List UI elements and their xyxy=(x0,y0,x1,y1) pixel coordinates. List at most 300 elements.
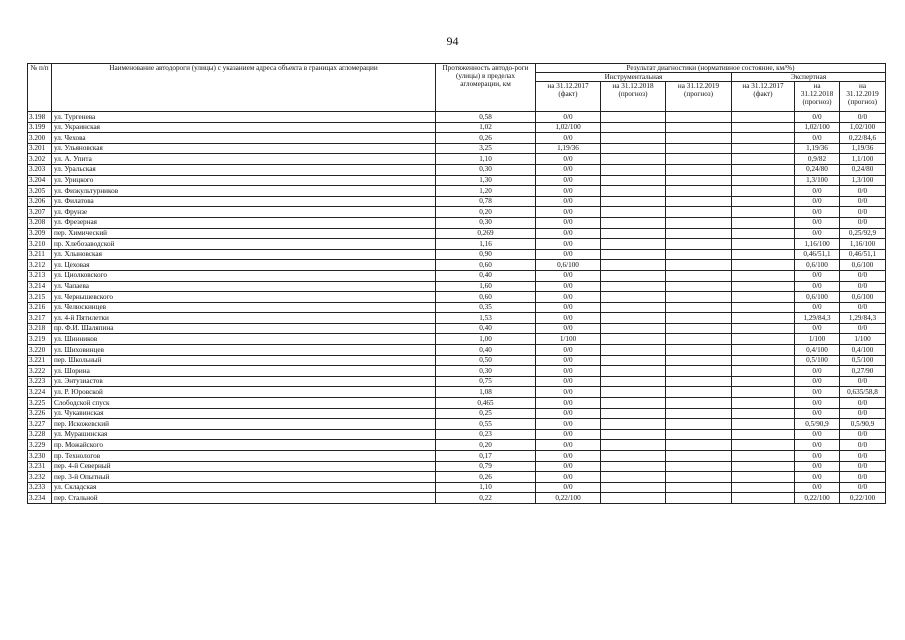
expert-2018: 0/0 xyxy=(795,440,840,451)
expert-2018: 0/0 xyxy=(795,472,840,483)
expert-2019: 0,635/58,8 xyxy=(840,387,886,398)
instrumental-2018 xyxy=(601,112,666,123)
instrumental-2017: 0/0 xyxy=(536,313,601,324)
row-number: 3.206 xyxy=(28,196,52,207)
expert-2017 xyxy=(732,334,795,345)
expert-2017 xyxy=(732,482,795,493)
instrumental-2019 xyxy=(666,408,732,419)
expert-2017 xyxy=(732,398,795,409)
table-row xyxy=(28,122,886,133)
instrumental-2019 xyxy=(666,398,732,409)
header-num: № п/п xyxy=(28,64,52,112)
instrumental-2019 xyxy=(666,143,732,154)
expert-2019: 0/0 xyxy=(840,408,886,419)
table-row xyxy=(28,355,886,366)
row-number: 3.202 xyxy=(28,154,52,165)
instrumental-2017: 1,19/36 xyxy=(536,143,601,154)
expert-2017 xyxy=(732,461,795,472)
instrumental-2017: 0/0 xyxy=(536,345,601,356)
table-row xyxy=(28,175,886,186)
row-number: 3.214 xyxy=(28,281,52,292)
road-length: 0,75 xyxy=(436,376,536,387)
instrumental-2017: 0/0 xyxy=(536,196,601,207)
expert-2017 xyxy=(732,451,795,462)
instrumental-2018 xyxy=(601,292,666,303)
row-number: 3.234 xyxy=(28,493,52,504)
road-name: ул. Физкультурников xyxy=(52,186,436,197)
expert-2018: 1/100 xyxy=(795,334,840,345)
road-name: ул. Украинская xyxy=(52,122,436,133)
expert-2018: 0/0 xyxy=(795,281,840,292)
instrumental-2019 xyxy=(666,239,732,250)
instrumental-2017: 0/0 xyxy=(536,164,601,175)
expert-2017 xyxy=(732,249,795,260)
expert-2018: 0/0 xyxy=(795,366,840,377)
instrumental-2017: 0/0 xyxy=(536,398,601,409)
road-name: Слободской спуск xyxy=(52,398,436,409)
road-length: 1,30 xyxy=(436,175,536,186)
row-number: 3.198 xyxy=(28,112,52,123)
instrumental-2017: 0/0 xyxy=(536,451,601,462)
road-length: 0,26 xyxy=(436,472,536,483)
instrumental-2017: 0/0 xyxy=(536,355,601,366)
instrumental-2017: 0/0 xyxy=(536,429,601,440)
row-number: 3.200 xyxy=(28,133,52,144)
table-row xyxy=(28,398,886,409)
expert-2019: 0/0 xyxy=(840,451,886,462)
instrumental-2017: 0/0 xyxy=(536,175,601,186)
header-result: Результат диагностики (нормативное состояние, км/%) xyxy=(536,64,886,73)
expert-2018: 0/0 xyxy=(795,323,840,334)
expert-2019: 0,6/100 xyxy=(840,260,886,271)
instrumental-2017: 0/0 xyxy=(536,482,601,493)
expert-2017 xyxy=(732,217,795,228)
instrumental-2019 xyxy=(666,122,732,133)
road-length: 1,02 xyxy=(436,122,536,133)
road-length: 0,20 xyxy=(436,440,536,451)
instrumental-2018 xyxy=(601,493,666,504)
expert-2018: 0/0 xyxy=(795,461,840,472)
row-number: 3.212 xyxy=(28,260,52,271)
expert-2019: 0,4/100 xyxy=(840,345,886,356)
instrumental-2018 xyxy=(601,461,666,472)
table-header xyxy=(28,64,886,112)
road-length: 0,90 xyxy=(436,249,536,260)
expert-2018: 1,3/100 xyxy=(795,175,840,186)
row-number: 3.204 xyxy=(28,175,52,186)
table-row xyxy=(28,133,886,144)
row-number: 3.203 xyxy=(28,164,52,175)
road-name: пер. Стальной xyxy=(52,493,436,504)
road-name: пр. Ф.И. Шаляпина xyxy=(52,323,436,334)
road-length: 0,17 xyxy=(436,451,536,462)
road-name: пр. Технологов xyxy=(52,451,436,462)
instrumental-2018 xyxy=(601,313,666,324)
row-number: 3.229 xyxy=(28,440,52,451)
expert-2018: 0/0 xyxy=(795,408,840,419)
instrumental-2017: 0/0 xyxy=(536,228,601,239)
expert-2018: 0,5/100 xyxy=(795,355,840,366)
instrumental-2017: 0/0 xyxy=(536,270,601,281)
instrumental-2018 xyxy=(601,408,666,419)
instrumental-2018 xyxy=(601,334,666,345)
instrumental-2019 xyxy=(666,154,732,165)
row-number: 3.219 xyxy=(28,334,52,345)
header-expert: Экспертная xyxy=(732,73,886,82)
table-row xyxy=(28,461,886,472)
expert-2017 xyxy=(732,175,795,186)
expert-2017 xyxy=(732,493,795,504)
instrumental-2017: 0/0 xyxy=(536,472,601,483)
road-name: ул. Складская xyxy=(52,482,436,493)
instrumental-2017: 0/0 xyxy=(536,186,601,197)
expert-2019: 1/100 xyxy=(840,334,886,345)
expert-2018: 1,29/84,3 xyxy=(795,313,840,324)
row-number: 3.215 xyxy=(28,292,52,303)
expert-2018: 0,6/100 xyxy=(795,260,840,271)
table-row xyxy=(28,270,886,281)
row-number: 3.220 xyxy=(28,345,52,356)
expert-2019: 1,3/100 xyxy=(840,175,886,186)
expert-2018: 0/0 xyxy=(795,196,840,207)
header-instr-2017: на 31.12.2017 (факт) xyxy=(536,82,601,112)
expert-2019: 0,27/90 xyxy=(840,366,886,377)
expert-2019: 0/0 xyxy=(840,281,886,292)
expert-2019: 0/0 xyxy=(840,302,886,313)
instrumental-2017: 0/0 xyxy=(536,366,601,377)
road-name: ул. Фрезерная xyxy=(52,217,436,228)
instrumental-2018 xyxy=(601,207,666,218)
road-length: 0,35 xyxy=(436,302,536,313)
expert-2019: 0,22/84,6 xyxy=(840,133,886,144)
instrumental-2017: 0/0 xyxy=(536,461,601,472)
expert-2018: 0/0 xyxy=(795,398,840,409)
row-number: 3.221 xyxy=(28,355,52,366)
table-row xyxy=(28,429,886,440)
instrumental-2017: 0/0 xyxy=(536,387,601,398)
expert-2017 xyxy=(732,207,795,218)
expert-2019: 0/0 xyxy=(840,186,886,197)
instrumental-2019 xyxy=(666,429,732,440)
instrumental-2018 xyxy=(601,345,666,356)
row-number: 3.226 xyxy=(28,408,52,419)
road-name: ул. Цеховая xyxy=(52,260,436,271)
table-row xyxy=(28,186,886,197)
instrumental-2019 xyxy=(666,419,732,430)
instrumental-2018 xyxy=(601,366,666,377)
instrumental-2018 xyxy=(601,154,666,165)
road-name: ул. Циолковского xyxy=(52,270,436,281)
expert-2019: 0,25/92,9 xyxy=(840,228,886,239)
row-number: 3.199 xyxy=(28,122,52,133)
instrumental-2018 xyxy=(601,260,666,271)
road-length: 0,23 xyxy=(436,429,536,440)
expert-2019: 0/0 xyxy=(840,207,886,218)
road-length: 1,08 xyxy=(436,387,536,398)
road-name: ул. Хлыновская xyxy=(52,249,436,260)
expert-2018: 0,24/80 xyxy=(795,164,840,175)
instrumental-2017: 0/0 xyxy=(536,376,601,387)
expert-2018: 0/0 xyxy=(795,186,840,197)
expert-2018: 0,22/100 xyxy=(795,493,840,504)
row-number: 3.207 xyxy=(28,207,52,218)
expert-2017 xyxy=(732,228,795,239)
table-row xyxy=(28,281,886,292)
expert-2018: 0/0 xyxy=(795,207,840,218)
road-length: 0,55 xyxy=(436,419,536,430)
expert-2018: 0,5/90,9 xyxy=(795,419,840,430)
expert-2018: 0/0 xyxy=(795,429,840,440)
expert-2019: 1,1/100 xyxy=(840,154,886,165)
instrumental-2018 xyxy=(601,249,666,260)
expert-2018: 0/0 xyxy=(795,133,840,144)
expert-2019: 0/0 xyxy=(840,376,886,387)
road-length: 1,00 xyxy=(436,334,536,345)
expert-2018: 0/0 xyxy=(795,217,840,228)
instrumental-2019 xyxy=(666,472,732,483)
row-number: 3.205 xyxy=(28,186,52,197)
road-length: 1,16 xyxy=(436,239,536,250)
expert-2019: 0/0 xyxy=(840,323,886,334)
row-number: 3.228 xyxy=(28,429,52,440)
instrumental-2018 xyxy=(601,143,666,154)
road-length: 0,269 xyxy=(436,228,536,239)
expert-2019: 0,46/51,1 xyxy=(840,249,886,260)
table-row xyxy=(28,345,886,356)
instrumental-2018 xyxy=(601,270,666,281)
expert-2018: 0/0 xyxy=(795,112,840,123)
expert-2017 xyxy=(732,164,795,175)
expert-2018: 0/0 xyxy=(795,387,840,398)
table-row xyxy=(28,260,886,271)
instrumental-2019 xyxy=(666,451,732,462)
instrumental-2019 xyxy=(666,440,732,451)
instrumental-2017: 0/0 xyxy=(536,323,601,334)
road-name: ул. Ульяновская xyxy=(52,143,436,154)
instrumental-2017: 0/0 xyxy=(536,281,601,292)
expert-2018: 0/0 xyxy=(795,376,840,387)
table-row xyxy=(28,207,886,218)
expert-2017 xyxy=(732,408,795,419)
road-length: 1,10 xyxy=(436,154,536,165)
instrumental-2018 xyxy=(601,482,666,493)
row-number: 3.223 xyxy=(28,376,52,387)
road-length: 0,25 xyxy=(436,408,536,419)
road-name: ул. Шинников xyxy=(52,334,436,345)
table-row xyxy=(28,387,886,398)
road-length: 0,30 xyxy=(436,366,536,377)
instrumental-2019 xyxy=(666,186,732,197)
row-number: 3.211 xyxy=(28,249,52,260)
road-length: 0,22 xyxy=(436,493,536,504)
page-number: 94 xyxy=(446,34,459,48)
expert-2018: 0/0 xyxy=(795,270,840,281)
expert-2019: 1,02/100 xyxy=(840,122,886,133)
instrumental-2019 xyxy=(666,196,732,207)
road-length: 1,60 xyxy=(436,281,536,292)
road-length: 0,30 xyxy=(436,217,536,228)
table-row xyxy=(28,143,886,154)
instrumental-2019 xyxy=(666,112,732,123)
road-name: пер. 3-й Опытный xyxy=(52,472,436,483)
instrumental-2019 xyxy=(666,207,732,218)
road-name: ул. Челюскинцев xyxy=(52,302,436,313)
instrumental-2018 xyxy=(601,196,666,207)
expert-2019: 0/0 xyxy=(840,196,886,207)
header-expert-2019: на 31.12.2019 (прогноз) xyxy=(840,82,886,112)
expert-2019: 0,24/80 xyxy=(840,164,886,175)
expert-2017 xyxy=(732,355,795,366)
expert-2018: 0/0 xyxy=(795,228,840,239)
road-length: 0,30 xyxy=(436,164,536,175)
instrumental-2017: 1,02/100 xyxy=(536,122,601,133)
instrumental-2017: 0/0 xyxy=(536,154,601,165)
instrumental-2018 xyxy=(601,228,666,239)
expert-2019: 0,5/100 xyxy=(840,355,886,366)
table-row xyxy=(28,239,886,250)
expert-2019: 0/0 xyxy=(840,112,886,123)
expert-2017 xyxy=(732,302,795,313)
road-name: ул. Чукавинская xyxy=(52,408,436,419)
road-name: пер. 4-й Северный xyxy=(52,461,436,472)
expert-2017 xyxy=(732,429,795,440)
table-body xyxy=(28,112,886,504)
instrumental-2019 xyxy=(666,355,732,366)
expert-2017 xyxy=(732,281,795,292)
road-name: ул. Р. Юровской xyxy=(52,387,436,398)
instrumental-2018 xyxy=(601,217,666,228)
instrumental-2018 xyxy=(601,323,666,334)
table-row xyxy=(28,366,886,377)
expert-2018: 1,02/100 xyxy=(795,122,840,133)
row-number: 3.233 xyxy=(28,482,52,493)
instrumental-2019 xyxy=(666,493,732,504)
road-name: ул. Энтузиастов xyxy=(52,376,436,387)
expert-2017 xyxy=(732,419,795,430)
instrumental-2019 xyxy=(666,281,732,292)
row-number: 3.232 xyxy=(28,472,52,483)
table-row xyxy=(28,482,886,493)
row-number: 3.225 xyxy=(28,398,52,409)
road-length: 1,20 xyxy=(436,186,536,197)
table-row xyxy=(28,154,886,165)
table-row xyxy=(28,376,886,387)
instrumental-2019 xyxy=(666,313,732,324)
instrumental-2019 xyxy=(666,461,732,472)
road-length: 0,20 xyxy=(436,207,536,218)
row-number: 3.216 xyxy=(28,302,52,313)
expert-2017 xyxy=(732,112,795,123)
road-name: ул. Филатова xyxy=(52,196,436,207)
instrumental-2018 xyxy=(601,239,666,250)
table-row xyxy=(28,249,886,260)
road-name: ул. Шорина xyxy=(52,366,436,377)
road-name: ул. Урицкого xyxy=(52,175,436,186)
expert-2019: 0/0 xyxy=(840,398,886,409)
road-length: 0,40 xyxy=(436,345,536,356)
instrumental-2019 xyxy=(666,376,732,387)
instrumental-2018 xyxy=(601,376,666,387)
road-name: пер. Искожевский xyxy=(52,419,436,430)
expert-2017 xyxy=(732,154,795,165)
table-row xyxy=(28,440,886,451)
expert-2019: 0/0 xyxy=(840,270,886,281)
table-row xyxy=(28,217,886,228)
instrumental-2019 xyxy=(666,387,732,398)
instrumental-2019 xyxy=(666,482,732,493)
expert-2017 xyxy=(732,366,795,377)
instrumental-2017: 1/100 xyxy=(536,334,601,345)
road-length: 0,79 xyxy=(436,461,536,472)
table-row xyxy=(28,112,886,123)
instrumental-2018 xyxy=(601,186,666,197)
expert-2019: 0/0 xyxy=(840,482,886,493)
expert-2019: 1,29/84,3 xyxy=(840,313,886,324)
expert-2018: 0,46/51,1 xyxy=(795,249,840,260)
expert-2017 xyxy=(732,323,795,334)
expert-2017 xyxy=(732,345,795,356)
expert-2017 xyxy=(732,239,795,250)
instrumental-2017: 0/0 xyxy=(536,239,601,250)
road-name: пр. Хлебозаводской xyxy=(52,239,436,250)
road-length: 1,53 xyxy=(436,313,536,324)
instrumental-2017: 0/0 xyxy=(536,249,601,260)
instrumental-2018 xyxy=(601,451,666,462)
expert-2017 xyxy=(732,122,795,133)
row-number: 3.218 xyxy=(28,323,52,334)
header-expert-2017: на 31.12.2017 (факт) xyxy=(732,82,795,112)
instrumental-2018 xyxy=(601,122,666,133)
instrumental-2018 xyxy=(601,429,666,440)
table-row xyxy=(28,334,886,345)
road-name: ул. Уральская xyxy=(52,164,436,175)
expert-2017 xyxy=(732,387,795,398)
instrumental-2019 xyxy=(666,366,732,377)
table-row xyxy=(28,313,886,324)
road-length: 0,465 xyxy=(436,398,536,409)
road-length: 0,78 xyxy=(436,196,536,207)
table-row xyxy=(28,302,886,313)
instrumental-2018 xyxy=(601,440,666,451)
instrumental-2019 xyxy=(666,217,732,228)
instrumental-2019 xyxy=(666,164,732,175)
instrumental-2017: 0/0 xyxy=(536,419,601,430)
header-instrumental: Инструментальная xyxy=(536,73,732,82)
instrumental-2018 xyxy=(601,281,666,292)
header-length: Протяженность автодо-роги (улицы) в пределах агломерации, км xyxy=(436,64,536,112)
instrumental-2019 xyxy=(666,228,732,239)
expert-2017 xyxy=(732,472,795,483)
expert-2019: 0,5/90,9 xyxy=(840,419,886,430)
row-number: 3.209 xyxy=(28,228,52,239)
instrumental-2018 xyxy=(601,472,666,483)
instrumental-2017: 0/0 xyxy=(536,217,601,228)
instrumental-2019 xyxy=(666,175,732,186)
table-row xyxy=(28,323,886,334)
expert-2017 xyxy=(732,376,795,387)
road-name: пер. Химический xyxy=(52,228,436,239)
expert-2018: 1,19/36 xyxy=(795,143,840,154)
row-number: 3.222 xyxy=(28,366,52,377)
table-row xyxy=(28,292,886,303)
expert-2019: 0,6/100 xyxy=(840,292,886,303)
instrumental-2019 xyxy=(666,260,732,271)
expert-2018: 0/0 xyxy=(795,482,840,493)
road-name: ул. Тургенева xyxy=(52,112,436,123)
expert-2017 xyxy=(732,313,795,324)
header-instr-2019: на 31.12.2019 (прогноз) xyxy=(666,82,732,112)
table-row xyxy=(28,228,886,239)
